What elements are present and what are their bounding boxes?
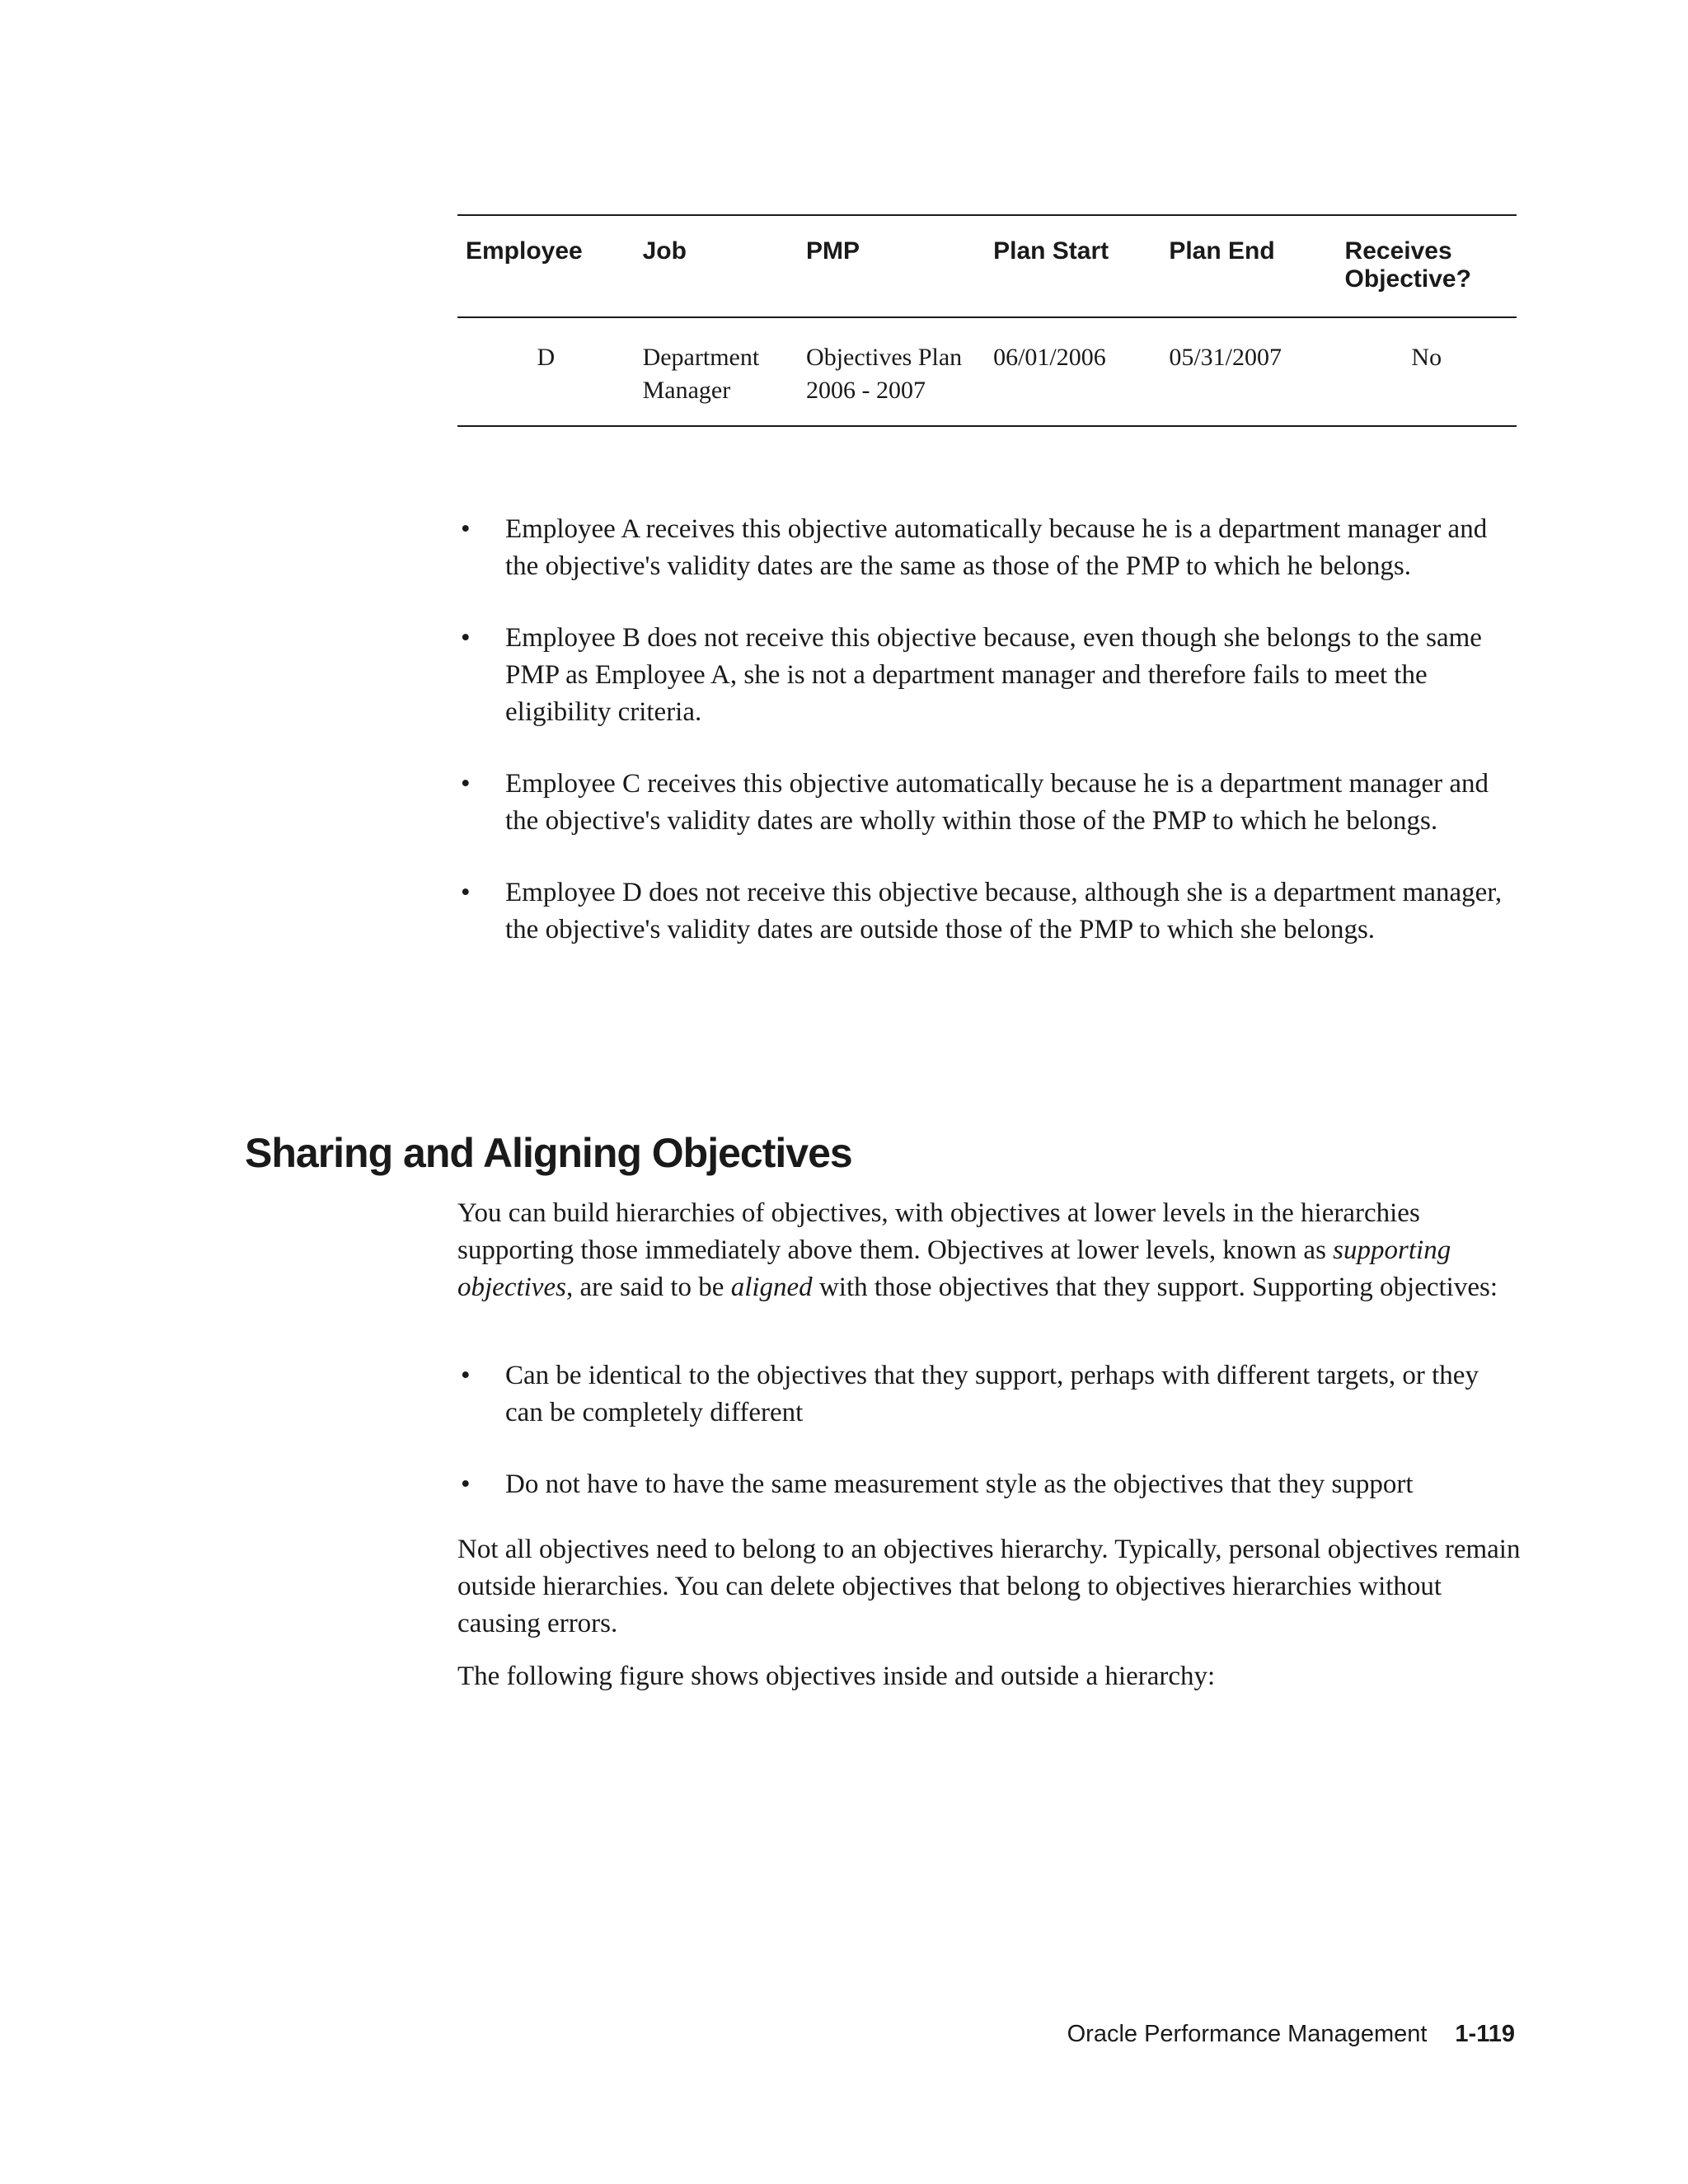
header-job: Job: [642, 237, 687, 265]
cell-pmp: Objectives Plan 2006 - 2007: [806, 344, 963, 404]
cell-receives-objective: No: [1411, 344, 1442, 371]
section-heading: Sharing and Aligning Objectives: [245, 1130, 852, 1176]
bullet-icon: •: [461, 878, 471, 907]
cell-job: Department Manager: [642, 344, 760, 404]
supporting-objectives-list: [457, 1357, 1521, 1538]
list-item: • Do not have to have the same measurement style as the objectives that they support: [457, 1466, 1521, 1503]
page-footer: [1067, 2021, 1515, 2048]
list-item: • Employee A receives this objective automatically because he is a department manager and the objective's validity dates are the same as those of the PMP to which he belongs.: [457, 511, 1521, 585]
bullet-icon: •: [461, 514, 471, 544]
hierarchy-paragraph: Not all objectives need to belong to an objectives hierarchy. Typically, personal objectives remain outside hierarchies. You can delete objectives that belong to objectives hierarchies without causing errors.: [457, 1535, 1521, 1638]
list-item: • Employee D does not receive this objective because, although she is a department manager, the objective's validity dates are outside those of the PMP to which she belongs.: [457, 874, 1521, 949]
eligibility-bullet-list: [457, 511, 1521, 983]
figure-intro-paragraph: The following figure shows objectives inside and outside a hierarchy:: [457, 1661, 1216, 1691]
header-plan-end: Plan End: [1169, 237, 1275, 265]
list-item: • Can be identical to the objectives that they support, perhaps with different targets, or they can be completely different: [457, 1357, 1521, 1432]
header-receives-objective: Receives Objective?: [1344, 237, 1471, 293]
header-employee: Employee: [466, 237, 583, 265]
bullet-icon: •: [461, 1469, 471, 1499]
cell-plan-end: 05/31/2007: [1169, 344, 1282, 371]
bullet-icon: •: [461, 623, 471, 653]
header-plan-start: Plan Start: [993, 237, 1109, 265]
header-pmp: PMP: [806, 237, 860, 265]
employee-objective-table: [457, 214, 1517, 427]
list-item: • Employee C receives this objective automatically because he is a department manager and the objective's validity dates are wholly within those of the PMP to which he belongs.: [457, 766, 1521, 840]
intro-paragraph: You can build hierarchies of objectives, with objectives at lower levels in the hierarchies supporting those immediately above them. Objectives at lower levels, known as supporting objectives, are said to be aligned with those objectives that they support. Supporting objectives:: [457, 1198, 1498, 1302]
footer-title: Oracle Performance Management: [1067, 2021, 1428, 2047]
table-row: [457, 317, 1517, 426]
bullet-icon: •: [461, 1361, 471, 1390]
page-number: 1-119: [1455, 2021, 1515, 2047]
cell-plan-start: 06/01/2006: [993, 344, 1106, 371]
cell-employee: D: [537, 344, 556, 371]
list-item: • Employee B does not receive this objective because, even though she belongs to the same PMP as Employee A, she is not a department manager and therefore fails to meet the eligibility criteria.: [457, 620, 1521, 731]
bullet-icon: •: [461, 769, 471, 799]
table-header-row: [457, 215, 1517, 317]
